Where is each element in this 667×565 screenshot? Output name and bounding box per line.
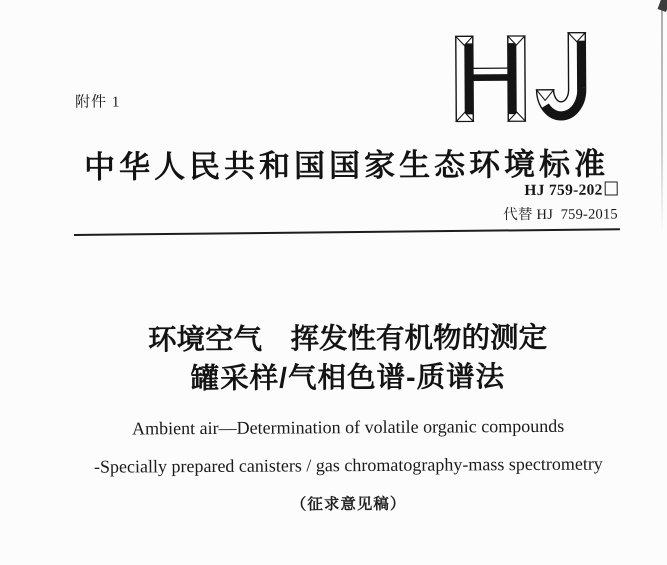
standard-number <box>74 181 618 202</box>
scan-artifact-vertical-line <box>661 4 663 234</box>
standard-number-text: HJ 759-202 <box>524 181 603 200</box>
standard-number-block <box>74 181 618 226</box>
draft-for-comments-note: （征求意见稿） <box>290 495 407 514</box>
year-placeholder-box-icon <box>605 181 618 195</box>
attachment-label: 附件 1 <box>75 94 121 111</box>
title-chinese-line2: 罐采样/气相色谱-质谱法 <box>190 361 506 396</box>
national-standard-heading: 中华人民共和国国家生态环境标准 <box>83 146 610 185</box>
title-chinese-line1: 环境空气 挥发性有机物的测定 <box>148 321 548 357</box>
replaces-note: 代替 HJ 759-2015 <box>503 206 618 224</box>
title-english-line1: Ambient air—Determination of volatile organic compounds <box>132 415 565 439</box>
title-english-line2: -Specially prepared canisters / gas chromatography-mass spectrometry <box>93 453 603 477</box>
hj-standard-logo <box>455 29 588 124</box>
header-divider-rule <box>74 228 620 236</box>
